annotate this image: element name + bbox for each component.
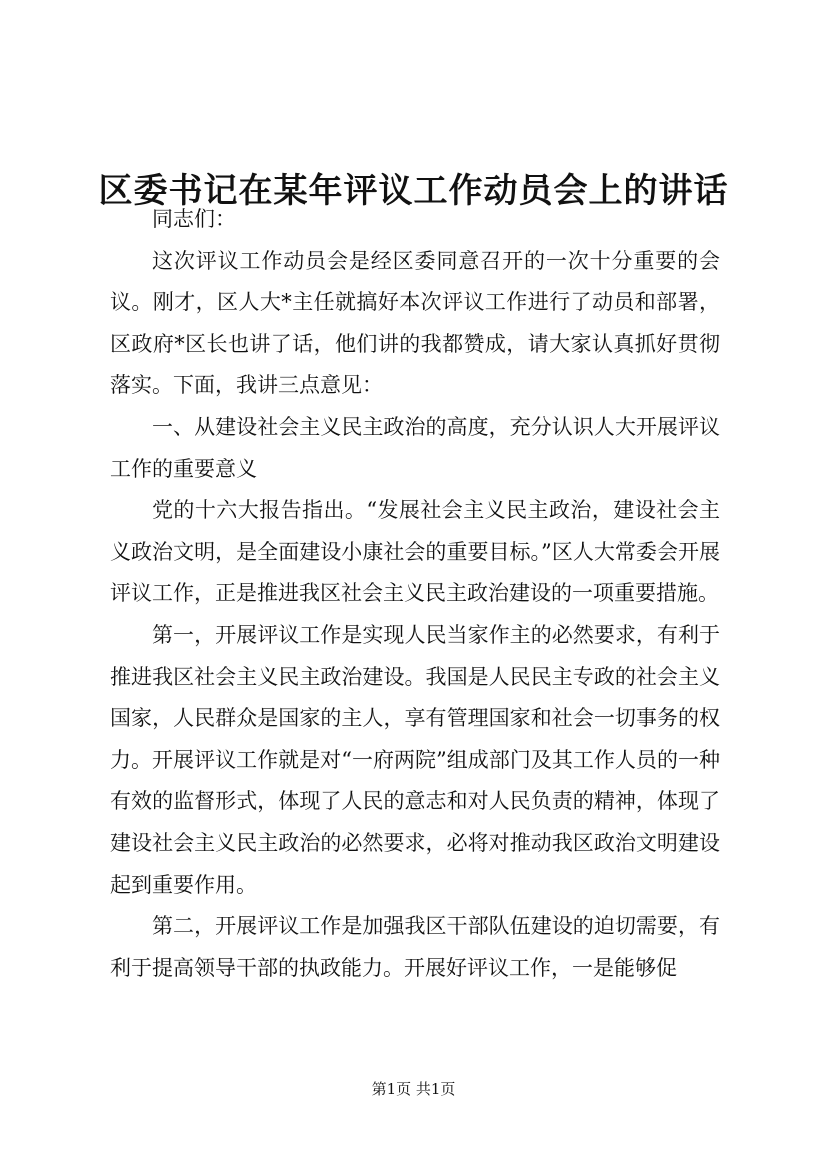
paragraph: 这次评议工作动员会是经区委同意召开的一次十分重要的会议。刚才，区人大*主任就搞好本次评议工作进行了动员和部署，区政府*区长也讲了话，他们讲的我都赞成，请大家认真抓好贯彻落实。下面，我讲三点意见： bbox=[110, 248, 720, 398]
section-heading: 一、从建设社会主义民主政治的高度，充分认识人大开展评议工作的重要意义 bbox=[110, 414, 720, 481]
document-body bbox=[110, 199, 720, 989]
paragraph: 第一，开展评议工作是实现人民当家作主的必然要求，有利于推进我区社会主义民主政治建设。我国是人民民主专政的社会主义国家，人民群众是国家的主人，享有管理国家和社会一切事务的权力。开展评议工作就是对“一府两院”组成部门及其工作人员的一种有效的监督形式，体现了人民的意志和对人民负责的精神，体现了建设社会主义民主政治的必然要求，必将对推动我区政治文明建设起到重要作用。 bbox=[110, 622, 720, 897]
paragraph: 党的十六大报告指出。“发展社会主义民主政治，建设社会主义政治文明，是全面建设小康社会的重要目标。”区人大常委会开展评议工作，正是推进我区社会主义民主政治建设的一项重要措施。 bbox=[110, 498, 720, 606]
salutation: 同志们： bbox=[152, 207, 236, 231]
document-title: 区委书记在某年评议工作动员会上的讲话 bbox=[98, 170, 729, 211]
paragraph: 第二，开展评议工作是加强我区干部队伍建设的迫切需要，有利于提高领导干部的执政能力。开展好评议工作，一是能够促 bbox=[110, 914, 720, 980]
page-number: 第1页 共1页 bbox=[371, 1080, 456, 1098]
